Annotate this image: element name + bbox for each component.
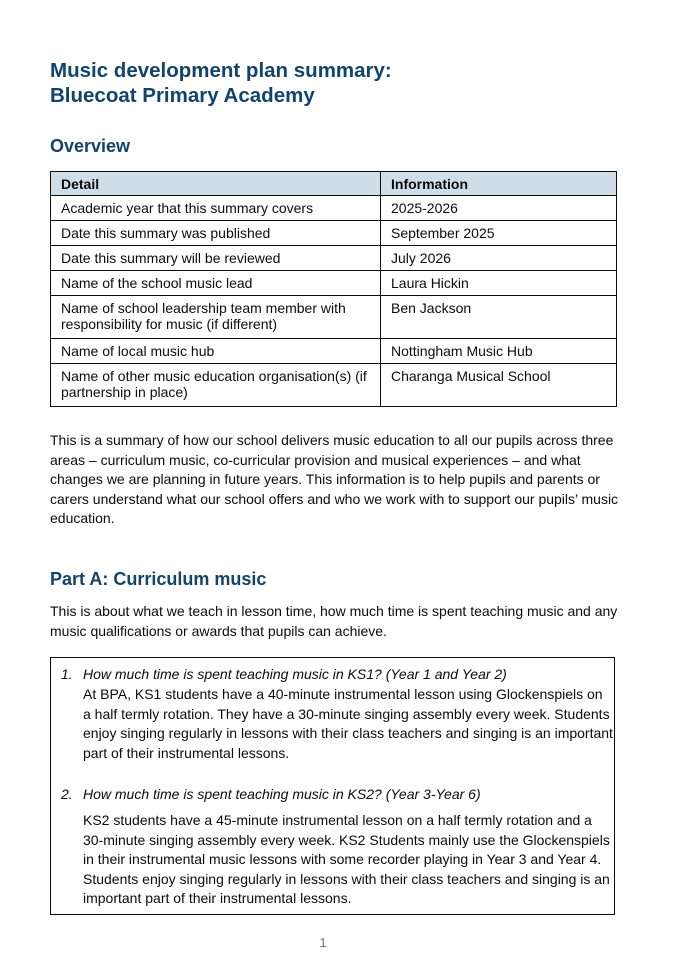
table-cell-detail: Name of the school music lead: [51, 271, 381, 296]
table-cell-information: Ben Jackson: [381, 296, 617, 339]
table-cell-information: Nottingham Music Hub: [381, 339, 617, 364]
document-title-line2: Bluecoat Primary Academy: [50, 84, 315, 107]
table-header-row: [51, 172, 617, 196]
table-cell-detail: Academic year that this summary covers: [51, 196, 381, 221]
part-a-intro-paragraph: This is about what we teach in lesson time, how much time is spent teaching music and any music qualifications or awards that pupils can achieve.: [50, 603, 618, 639]
question-number: 1.: [61, 666, 73, 682]
document-title: [50, 58, 392, 108]
table-cell-detail: Name of local music hub: [51, 339, 381, 364]
answer-text: KS2 students have a 45-minute instrumental lesson on a half termly rotation and a 30-minute singing assembly every week. KS2 Students mainly use the Glockenspiels in their instrumental music lessons with some recorder playing in Year 3 and Year 4. Students enjoy singing regularly in lessons with their class teachers and singing is an important part of their instrumental lessons.: [83, 812, 610, 907]
table-row: [51, 296, 617, 339]
table-cell-information: July 2026: [381, 246, 617, 271]
table-row: [51, 196, 617, 221]
table-cell-detail: Name of other music education organisation(s) (if partnership in place): [51, 364, 381, 407]
table-row: [51, 271, 617, 296]
answer-text: At BPA, KS1 students have a 40-minute instrumental lesson using Glockenspiels on a half termly rotation. They have a 30-minute singing assembly every week. Students enjoy singing regularly in lessons with their class teachers and singing is an important part of their instrumental lessons.: [83, 686, 613, 761]
page-number: 1: [319, 935, 327, 950]
table-cell-detail: Date this summary was published: [51, 221, 381, 246]
question-text: How much time is spent teaching music in KS1? (Year 1 and Year 2): [83, 666, 507, 682]
table-cell-detail: Date this summary will be reviewed: [51, 246, 381, 271]
overview-intro-paragraph: This is a summary of how our school delivers music education to all our pupils across three areas – curriculum music, co-curricular provision and musical experiences – and what changes we are planning in future years. This information is to help pupils and parents or carers understand what our school offers and who we work with to support our pupils’ music education.: [50, 432, 619, 527]
table-row: [51, 339, 617, 364]
question-number: 2.: [61, 786, 73, 802]
document-title-line1: Music development plan summary:: [50, 59, 392, 82]
part-a-heading: Part A: Curriculum music: [50, 569, 267, 589]
overview-heading: Overview: [50, 136, 131, 156]
table-cell-information: Charanga Musical School: [381, 364, 617, 407]
table-row: [51, 246, 617, 271]
table-cell-information: 2025-2026: [381, 196, 617, 221]
table-row: [51, 364, 617, 407]
table-cell-information: Laura Hickin: [381, 271, 617, 296]
table-cell-information: September 2025: [381, 221, 617, 246]
table-row: [51, 221, 617, 246]
curriculum-questions-box: [50, 657, 615, 915]
table-header-detail: Detail: [51, 172, 381, 196]
table-cell-detail: Name of school leadership team member with responsibility for music (if different): [51, 296, 381, 339]
table-header-information: Information: [381, 172, 617, 196]
question-text: How much time is spent teaching music in KS2? (Year 3-Year 6): [83, 786, 481, 802]
overview-table: [50, 171, 617, 407]
